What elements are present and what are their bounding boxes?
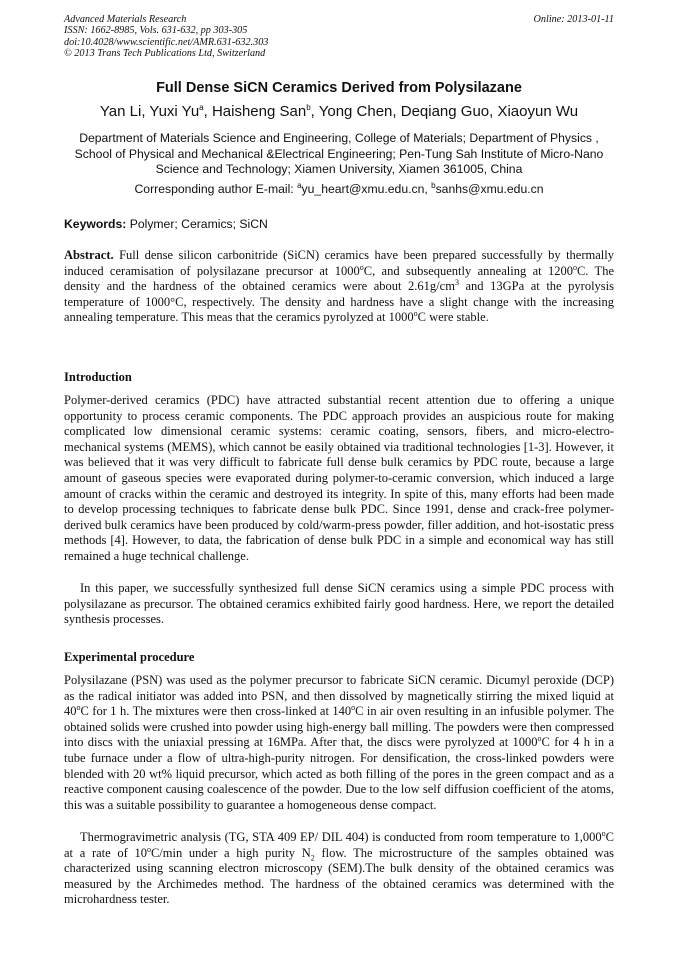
corresponding-author: [0, 182, 678, 196]
author-superscript: a: [199, 103, 204, 112]
degree-mark: o: [351, 703, 356, 713]
experimental-text: C in air oven resulting in an infusible polymer. The obtained solids were crushed into powder using high-energy ball milling. The powders were then compressed into discs with the uniaxial pressing at 16MPa. After that, the discs were pyrolyzed at 1000: [64, 704, 614, 750]
degree-mark: o: [413, 309, 418, 319]
experimental-paragraph-1: [64, 673, 614, 813]
experimental-text: C for 1 h. The mixtures were then cross-linked at 140: [80, 704, 352, 719]
experimental-heading: Experimental procedure: [64, 650, 195, 664]
abstract-text: C were stable.: [417, 310, 489, 325]
keywords: [64, 217, 268, 231]
journal-doi: doi:10.4028/www.scientific.net/AMR.631-632.303: [64, 36, 269, 48]
email-superscript: b: [431, 180, 436, 190]
journal-copyright: © 2013 Trans Tech Publications Ltd, Switzerland: [64, 48, 266, 60]
degree-mark: o: [359, 262, 364, 272]
keywords-value: Polymer; Ceramics; SiCN: [126, 217, 268, 231]
email-superscript: a: [297, 180, 302, 190]
experimental-text: flow. The microstructure of the samples obtained was characterized using scanning electron microscopy (SEM).The bulk density of the obtained ceramics was measured by the Archimedes method. The hardness of the obtained ceramics was determined with the microhardness tester.: [64, 845, 615, 907]
author-list: [0, 103, 678, 120]
introduction-heading: Introduction: [64, 370, 132, 384]
author-text: Yan Li, Yuxi Yu: [99, 103, 200, 120]
keywords-label: Keywords:: [64, 217, 127, 231]
experimental-text: C at a rate of 10: [64, 830, 614, 860]
exponent: 3: [454, 278, 459, 288]
experimental-text: Thermogravimetric analysis (TG, STA 409 EP/ DIL 404) is conducted from room temperature to 1,000: [80, 830, 602, 844]
degree-mark: o: [76, 703, 81, 713]
author-text: , Yong Chen, Deqiang Guo, Xiaoyun Wu: [310, 103, 579, 120]
degree-mark: o: [601, 828, 606, 838]
journal-issn: ISSN: 1662-8985, Vols. 631-632, pp 303-305: [64, 25, 248, 37]
email-b: sanhs@xmu.edu.cn: [435, 182, 544, 196]
author-text: , Haisheng San: [203, 103, 307, 120]
experimental-text: C/min under a high purity N: [150, 845, 311, 860]
abstract-text: Full dense silicon carbonitride (SiCN) ceramics have been prepared successfully by thermally induced ceramisation of polysilazane precursor at 1000: [64, 248, 614, 278]
introduction-paragraph-1: Polymer-derived ceramics (PDC) have attracted substantial recent attention due to offering a unique opportunity to process ceramic components. The PDC approach provides an auspicious route for making complicated low dimensional ceramic systems: ceramic coating, sensors, fibers, and micro-electro-mechanical systems (MEMS), which cannot be easily obtained via traditional technologies [1-3]. However, it was believed that it was very difficult to fabricate full dense bulk ceramics by PDC route, because a large amount of gaseous species were evaporated during polymer-to-ceramic conversion, which induced a large amount of cracks within the ceramic and destroyed its integrity. In spite of this, many efforts had been made to develop processing techniques to fabricate dense bulk PDC. Since 1991, dense and crack-free polymer-derived bulk ceramics have been produced by cold/warm-press powder, filler addition, and hot-isostatic press methods [4]. However, to data, the fabrication of dense bulk PDC in a simple and economical way has still remained a huge technical challenge.: [64, 393, 614, 563]
journal-header: [64, 14, 614, 60]
email-a: yu_heart@xmu.edu.cn,: [301, 182, 432, 196]
journal-name: Advanced Materials Research: [64, 14, 187, 25]
experimental-text: Polysilazane (PSN) was used as the polymer precursor to fabricate SiCN ceramic. Dicumyl peroxide (DCP) as the radical initiator was added into PSN, and then dissolved by magnetically stirring the mixed liquid at 40: [64, 673, 614, 719]
introduction-paragraph-2: In this paper, we successfully synthesized full dense SiCN ceramics using a simple PDC process with polysilazane as precursor. The obtained ceramics exhibited fairly good hardness. Here, we report the detailed synthesis processes.: [64, 581, 614, 627]
corresponding-label: Corresponding author E-mail:: [134, 182, 298, 196]
abstract-label: Abstract.: [64, 248, 114, 262]
abstract-text: C. The density and the hardness of the obtained ceramics were about 2.61g/cm: [64, 263, 614, 294]
abstract: [64, 248, 614, 326]
paper-title: Full Dense SiCN Ceramics Derived from Polysilazane: [156, 80, 522, 96]
degree-mark: o: [146, 844, 151, 854]
author-superscript: b: [306, 103, 311, 112]
affiliation: Department of Materials Science and Engineering, College of Materials; Department of Physics , School of Physical and Mechanical &Electrical Engineering; Pen-Tung Sah Institute of Micro-Nano Science and Technology; Xiamen University, Xiamen 361005, China: [74, 131, 604, 177]
experimental-text: C for 4 h in a tube furnace under a flow of ultra-high-purity nitrogen. For densification, the cross-linked powders were blended with 20 wt% liquid precursor, which acted as both filling of the pores in the green compact and as a reactive component causing coalescence of the powder. Due to the low self diffusion coefficient of the atoms, this was a suitable possibility to guarantee a homogeneous dense compact.: [64, 735, 614, 812]
subscript: 2: [310, 853, 315, 863]
abstract-text: and 13GPa at the pyrolysis temperature of 1000°C, respectively. The density and hardness have a slight change with the increasing annealing temperature. This meas that the ceramics pyrolyzed at 1000: [64, 279, 614, 325]
online-date: Online: 2013-01-11: [533, 14, 614, 25]
experimental-paragraph-2: [64, 830, 614, 908]
degree-mark: o: [572, 262, 577, 272]
abstract-text: C, and subsequently annealing at 1200: [363, 263, 573, 278]
degree-mark: o: [537, 734, 542, 744]
